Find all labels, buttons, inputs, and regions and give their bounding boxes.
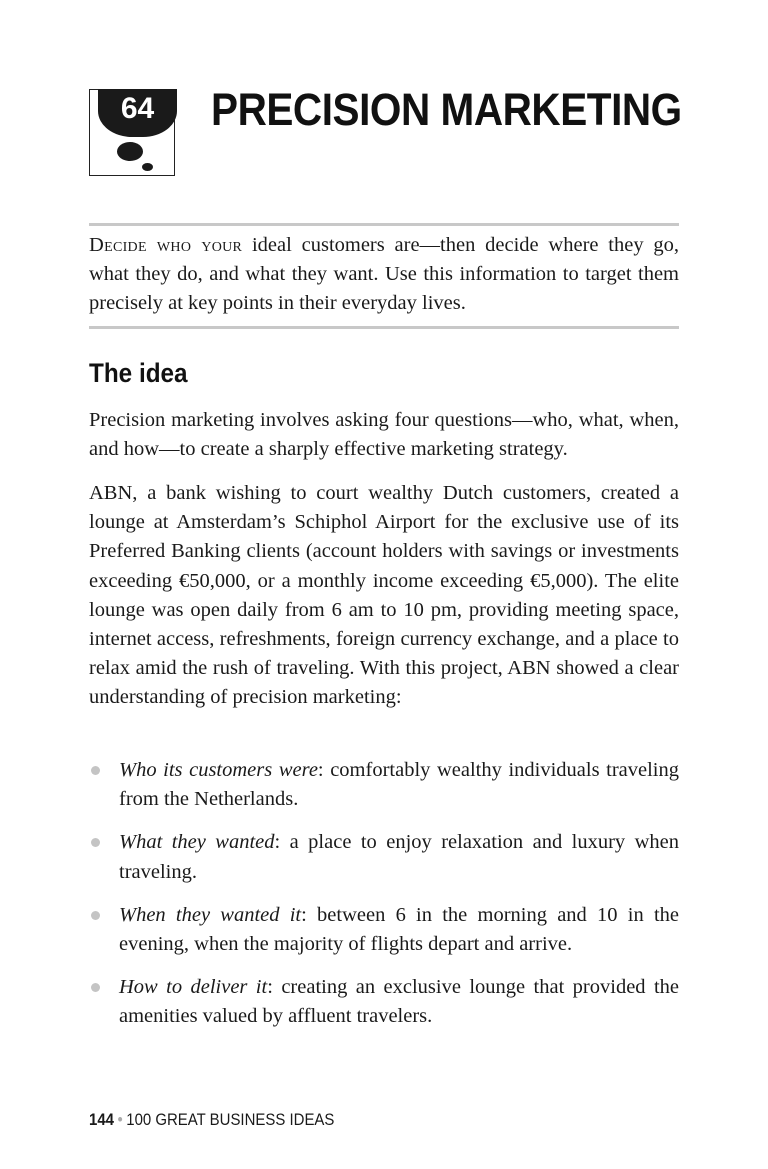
intro-bottom-rule	[89, 326, 679, 329]
book-title: 100 GREAT BUSINESS IDEAS	[126, 1110, 335, 1129]
intro-lead: Decide who your	[89, 234, 243, 256]
intro-summary	[89, 231, 679, 318]
bullet-text: : creating an exclusive lounge that provided the amenities valued by affluent travelers.	[119, 976, 679, 1028]
thought-dot-small	[142, 163, 153, 171]
page-footer	[89, 1109, 334, 1131]
chapter-title: PRECISION MARKETING	[211, 84, 682, 135]
speech-bubble-icon	[98, 89, 177, 137]
bullet-label: Who its customers were	[119, 759, 318, 781]
bullet-text: : comfortably wealthy individuals traveling from the Netherlands.	[119, 759, 679, 811]
bullet-label: How to deliver it	[119, 976, 268, 999]
intro-top-rule	[89, 223, 679, 226]
bullet-icon	[91, 911, 100, 920]
list-item	[89, 756, 679, 814]
bullet-text: : a place to enjoy relaxation and luxury when traveling.	[119, 831, 680, 883]
section-heading: The idea	[89, 358, 188, 388]
bullet-icon	[91, 983, 100, 992]
chapter-badge	[89, 89, 175, 176]
chapter-number: 64	[120, 92, 155, 125]
page-number: 144	[89, 1110, 114, 1129]
thought-dot-large	[117, 142, 143, 161]
bullet-text: : between 6 in the morning and 10 in the evening, when the majority of flights depart and arrive.	[119, 903, 679, 956]
footer-separator: •	[117, 1110, 123, 1129]
list-item	[89, 973, 679, 1031]
bullet-icon	[91, 838, 100, 847]
bullet-icon	[91, 766, 100, 775]
bullet-list	[89, 756, 679, 1046]
paragraph-2: ABN, a bank wishing to court wealthy Dutch customers, created a lounge at Amsterdam’s Schiphol Airport for the exclusive use of its Preferred Banking clients (account holders with savings or investments exceeding €50,000, or a monthly income exceeding €5,000). The elite lounge was open daily from 6 am to 10 pm, providing meeting space, internet access, refreshments, foreign currency exchange, and a place to relax amid the rush of traveling. With this project, ABN showed a clear understanding of precision marketing:	[89, 482, 679, 709]
paragraph-1: Precision marketing involves asking four questions—who, what, when, and how—to create a sharply effective marketing strategy.	[89, 409, 679, 461]
intro-text: ideal customers are—then decide where they go, what they do, and what they want. Use this information to target them precisely at key points in their everyday lives.	[89, 234, 679, 314]
bullet-label: When they wanted it	[119, 903, 302, 926]
bullet-label: What they wanted	[119, 831, 275, 854]
list-item	[89, 828, 679, 886]
list-item	[89, 901, 679, 959]
